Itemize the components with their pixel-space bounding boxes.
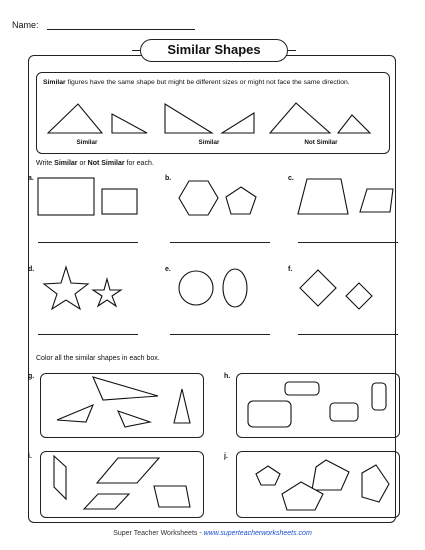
example-3-large-triangle (270, 103, 330, 133)
problem-i-small-parallelogram (84, 494, 129, 509)
footer-url[interactable]: www.superteacherworksheets.com (203, 530, 312, 537)
problem-e-circle (179, 271, 213, 305)
footer (0, 530, 425, 537)
example-label-1: Similar (76, 139, 98, 146)
example-2-large-triangle (165, 104, 212, 133)
problem-c-small-trapezoid (360, 189, 393, 212)
problem-i-large-parallelogram (97, 458, 159, 483)
problem-a-large-rectangle (38, 178, 94, 215)
example-label-3: Not Similar (304, 139, 338, 146)
problem-e-oval (223, 269, 247, 307)
name-label: Name: (12, 20, 39, 30)
instruction-similar: Similar (54, 160, 78, 167)
problem-g-left-triangle (57, 405, 93, 422)
problem-b-label: b. (165, 175, 172, 182)
example-1-small-triangle (112, 114, 147, 133)
problem-g-large-triangle (93, 377, 158, 400)
problem-g-right-triangle (174, 389, 190, 423)
problem-j-right-pentagon (362, 465, 389, 502)
instruction-suffix: for each. (124, 160, 154, 167)
worksheet-title: Similar Shapes (140, 39, 288, 62)
definition-term: Similar (43, 79, 66, 86)
problem-i-right-parallelogram (154, 486, 190, 507)
problem-g-label: g. (28, 373, 35, 380)
footer-brand: Super Teacher Worksheets - (113, 530, 204, 537)
problem-c-large-trapezoid (298, 179, 348, 214)
problem-b-pentagon (226, 187, 256, 214)
problem-a-label: a. (28, 175, 34, 182)
problem-j-label: j. (224, 453, 228, 460)
example-2-small-triangle (222, 113, 254, 133)
definition-body: figures have the same shape but might be different sizes or might not face the same direction. (65, 79, 350, 86)
problem-a-small-rectangle (102, 189, 137, 214)
problem-j-small-pentagon (256, 466, 280, 485)
problem-h-small-rectangle (330, 403, 358, 421)
example-1-large-triangle (48, 104, 102, 133)
problem-f-label: f. (288, 266, 293, 273)
problem-g-middle-triangle (118, 411, 150, 427)
color-instruction: Color all the similar shapes in each box. (36, 355, 160, 362)
problem-i-label: i. (28, 453, 32, 460)
problem-e-label: e. (165, 266, 171, 273)
problem-c-label: c. (288, 175, 294, 182)
problem-f-small-diamond (346, 283, 372, 309)
problem-h-tall-rectangle (372, 383, 386, 410)
example-label-2: Similar (198, 139, 220, 146)
problem-j-top-pentagon (312, 460, 349, 490)
problem-h-top-rectangle (285, 382, 319, 395)
instruction-not-similar: Not Similar (87, 160, 125, 167)
problem-d-large-star (44, 267, 88, 309)
problem-d-label: d. (28, 266, 35, 273)
problem-h-large-rectangle (248, 401, 291, 427)
problem-h-label: h. (224, 373, 231, 380)
problem-i-vertical-parallelogram (54, 456, 66, 499)
problem-d-small-star (93, 279, 121, 306)
problem-b-hexagon (179, 181, 218, 215)
instruction-or: or (77, 160, 88, 167)
example-3-small-triangle (338, 115, 370, 133)
instruction-prefix: Write (36, 160, 55, 167)
problem-f-large-diamond (300, 270, 336, 306)
